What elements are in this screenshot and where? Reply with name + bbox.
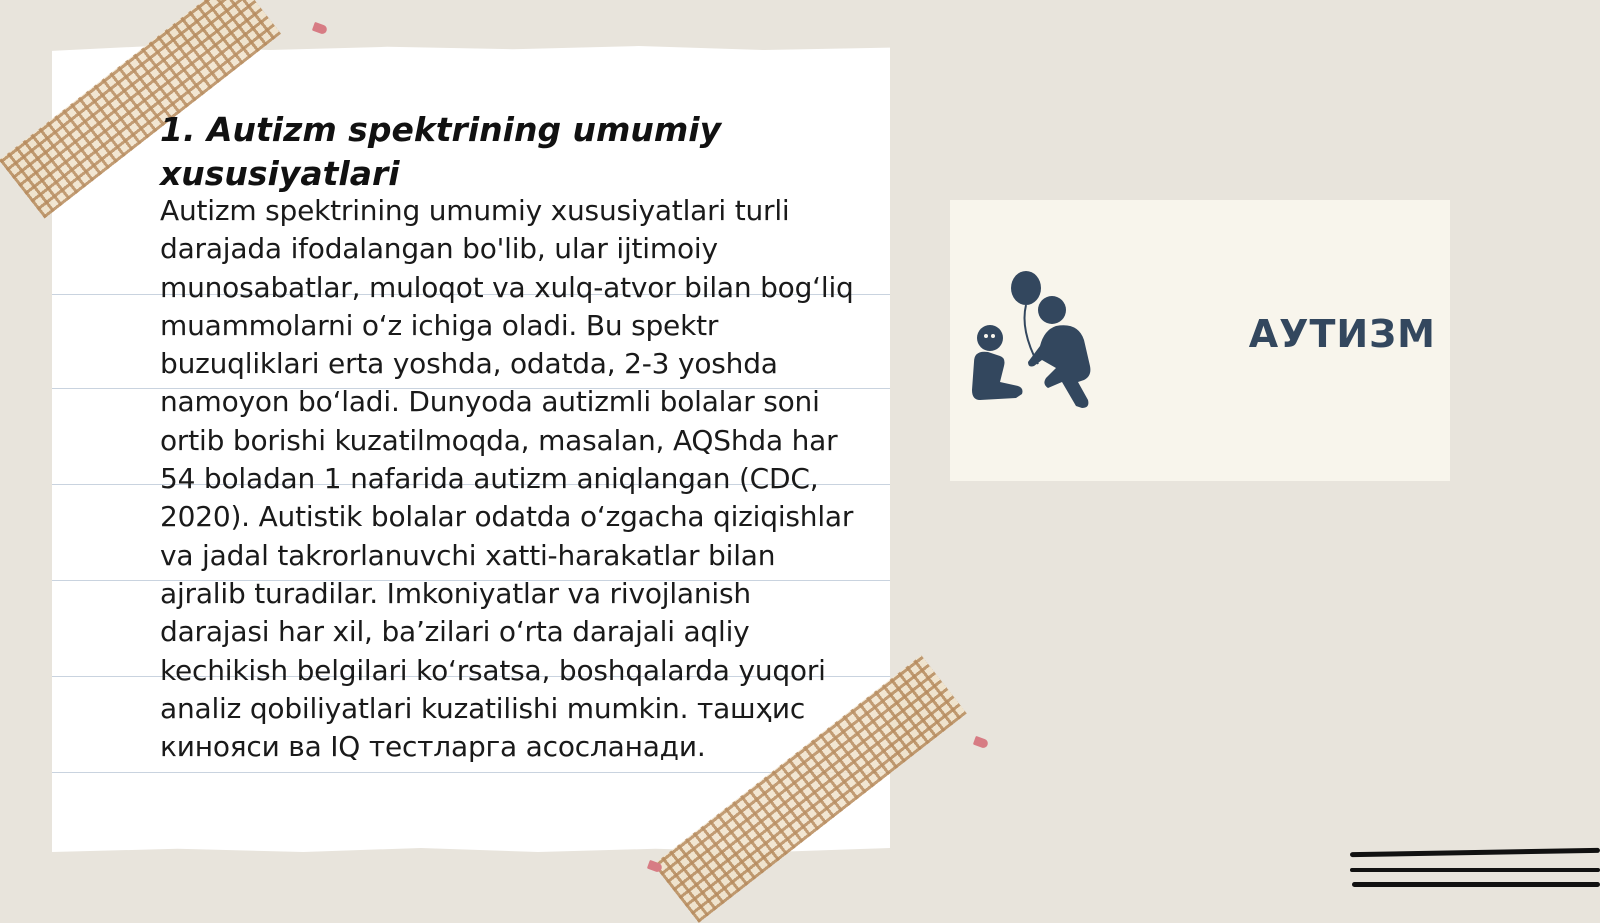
children-with-balloon-icon bbox=[960, 270, 1120, 410]
decorative-stroke bbox=[1350, 848, 1600, 857]
decorative-stroke bbox=[1352, 882, 1600, 887]
slide-body-text: Autizm spektrining umumiy xususiyatlari turli darajada ifodalangan bo'lib, ular ijtimoiy munosabatlar, muloqot va xulq-atvor bilan bog‘liq muammolarni o‘z ichiga oladi. Bu spektr buzuqliklari erta yoshda, odatda, 2-3 yoshda namoyon bo‘ladi. Dunyoda autizmli bolalar soni ortib borishi kuzatilmoqda, masalan, AQShda har 54 boladan 1 nafarida autizm aniqlangan (CDC, 2020). Autistik bolalar odatda o‘zgacha qiziqishlar va jadal takrorlanuvchi xatti-harakatlar bilan ajralib turadilar. Imkoniyatlar va rivojlanish darajasi har xil, ba’zilari o‘rta darajali aqliy kechikish belgilari ko‘rsatsa, boshqalarda yuqori analiz qobiliyatlari kuzatilishi mumkin. ташҳис кинояси ва IQ тестларга асосланади. bbox=[160, 194, 854, 764]
slide-title: 1. Autizm spektrining umumiy xususiyatlari bbox=[160, 110, 722, 193]
pin-decoration bbox=[973, 736, 989, 749]
paper-rule bbox=[52, 772, 890, 773]
autism-card-label: АУТИЗМ bbox=[1248, 312, 1436, 356]
slide-content bbox=[160, 108, 860, 766]
autism-image-card bbox=[950, 200, 1450, 481]
pin-decoration bbox=[312, 22, 328, 35]
decorative-stroke bbox=[1350, 868, 1600, 872]
